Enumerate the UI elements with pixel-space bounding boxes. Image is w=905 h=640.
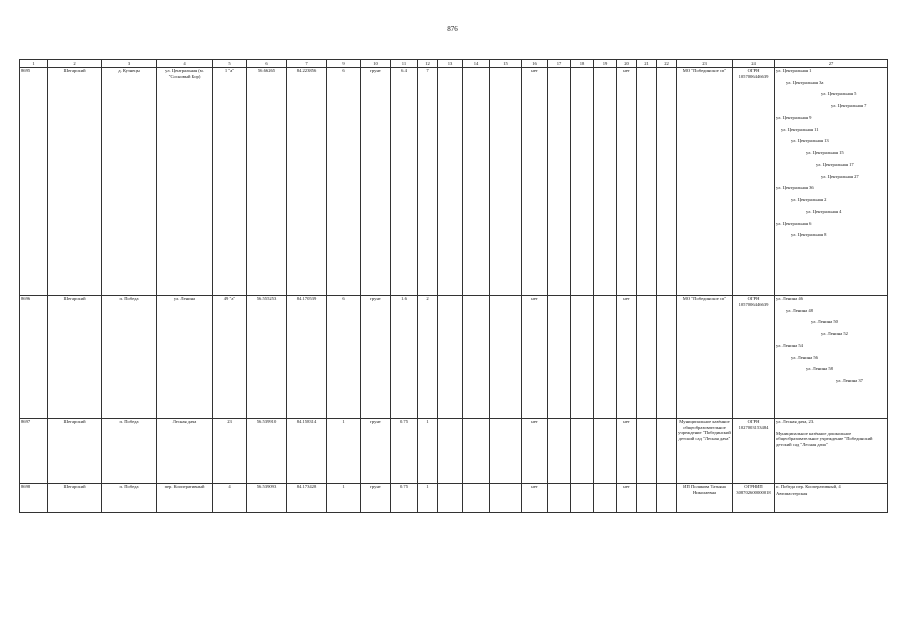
column-header: 10	[361, 60, 391, 68]
cell-area: 1.6	[391, 296, 418, 419]
page-number: 876	[447, 25, 458, 33]
address-line: Автомастерская	[776, 490, 808, 496]
cell-surface: грунт	[361, 419, 391, 484]
column-header: 2	[48, 60, 102, 68]
column-header: 16	[522, 60, 548, 68]
address-line: ул. Центральная 17	[816, 161, 854, 167]
column-header: 5	[213, 60, 247, 68]
cell-owner: ИП Полякова Татьяна Николаевна	[677, 484, 733, 513]
cell-street: пер. Кооперативный	[157, 484, 213, 513]
address-line: ул. Центральная 36	[776, 185, 814, 191]
cell-latitude: 56.539910	[247, 419, 287, 484]
cell-locality: п. Победа	[102, 419, 157, 484]
cell-col16: нет	[522, 419, 548, 484]
column-header: 22	[657, 60, 677, 68]
cell-area: 0.75	[391, 484, 418, 513]
address-line: ул. Центральная 11	[781, 126, 819, 132]
cell-col20: нет	[617, 484, 637, 513]
cell-col20: нет	[617, 419, 637, 484]
column-header: 7	[287, 60, 327, 68]
column-header: 24	[733, 60, 775, 68]
cell-area: 6.4	[391, 68, 418, 296]
cell-district: Шегарский	[48, 419, 102, 484]
address-line: ул. Центральная 5	[821, 91, 857, 97]
cell-longitude: 84.158314	[287, 419, 327, 484]
column-header: 23	[677, 60, 733, 68]
cell-latitude: 56.555253	[247, 296, 287, 419]
cell-owner: Муниципальное казённое общеобразовательное учреждение "Побединский детский сад "Лесная дача"	[677, 419, 733, 484]
cell-col20: нет	[617, 68, 637, 296]
column-header: 27	[775, 60, 888, 68]
cell-col9: 1	[327, 419, 361, 484]
cell-ogrn: ОГРН 1057006446639	[733, 296, 775, 419]
address-line: ул. Ленина 37	[836, 378, 863, 384]
cell-id: 8695	[20, 68, 48, 296]
cell-locality: д. Кузнецы	[102, 68, 157, 296]
column-header: 13	[438, 60, 463, 68]
column-header: 15	[490, 60, 522, 68]
cell-house: 4	[213, 484, 247, 513]
cell-addresses	[775, 68, 888, 296]
column-header: 14	[463, 60, 490, 68]
address-line: ул. Центральная 2	[791, 197, 827, 203]
table-row	[20, 419, 888, 484]
cell-col12: 1	[418, 484, 438, 513]
cell-col12: 1	[418, 419, 438, 484]
cell-col16: нет	[522, 68, 548, 296]
cell-id: 8698	[20, 484, 48, 513]
cell-longitude: 84.173428	[287, 484, 327, 513]
table-row	[20, 296, 888, 419]
cell-addresses	[775, 484, 888, 513]
cell-longitude: 84.170539	[287, 296, 327, 419]
cell-addresses	[775, 296, 888, 419]
cell-street: ул. Ленина	[157, 296, 213, 419]
column-header: 20	[617, 60, 637, 68]
cell-col16: нет	[522, 484, 548, 513]
address-line: ул. Центральная 6	[776, 220, 812, 226]
column-header: 11	[391, 60, 418, 68]
address-line: ул. Центральная 9	[776, 114, 812, 120]
cell-district: Шегарский	[48, 484, 102, 513]
cell-area: 0.75	[391, 419, 418, 484]
cell-owner: МО "Побединское сп"	[677, 68, 733, 296]
address-line: ул. Лесная дача, 23.	[776, 419, 815, 424]
address-line: ул. Ленина 54	[776, 342, 803, 348]
cell-id: 8697	[20, 419, 48, 484]
header-row	[20, 60, 888, 68]
column-header: 12	[418, 60, 438, 68]
address-line: ул. Центральная 3а	[786, 79, 824, 85]
cell-col16: нет	[522, 296, 548, 419]
address-line: Муниципальное казённое дошкольное общеобразовательное учреждение "Побединский детский сад "Лесная дача"	[776, 430, 873, 448]
address-line: ул. Центральная 8	[791, 232, 827, 238]
address-line: ул. Центральная 15	[806, 150, 844, 156]
cell-surface: грунт	[361, 68, 391, 296]
address-line: п. Победа пер. Кооперативный, 4	[776, 484, 841, 489]
column-header: 17	[548, 60, 571, 68]
address-line: ул. Ленина 58	[806, 366, 833, 372]
cell-house: 1 "а"	[213, 68, 247, 296]
cell-street: Лесная дача	[157, 419, 213, 484]
cell-district: Шегарский	[48, 68, 102, 296]
cell-house: 23	[213, 419, 247, 484]
column-header: 6	[247, 60, 287, 68]
column-header: 21	[637, 60, 657, 68]
cell-latitude: 56.66265	[247, 68, 287, 296]
cell-street: ул. Центральная (м. "Сосновый Бор)	[157, 68, 213, 296]
column-header: 18	[571, 60, 594, 68]
cell-ogrn: ОГРН 1027003153484	[733, 419, 775, 484]
column-header: 3	[102, 60, 157, 68]
column-header: 1	[20, 60, 48, 68]
cell-col12: 2	[418, 296, 438, 419]
cell-house: 49 "а"	[213, 296, 247, 419]
address-line: ул. Центральная 13	[791, 138, 829, 144]
address-line: ул. Центральная 27	[821, 173, 859, 179]
cell-owner: МО "Побединское сп"	[677, 296, 733, 419]
address-line: ул. Ленина 46	[776, 296, 803, 301]
cell-ogrn: ОГРНИП 308702600000018	[733, 484, 775, 513]
table-row	[20, 484, 888, 513]
cell-col9: 6	[327, 296, 361, 419]
cell-locality: п. Победа	[102, 296, 157, 419]
address-line: ул. Центральная 4	[806, 208, 842, 214]
cell-surface: грунт	[361, 296, 391, 419]
cell-id: 8696	[20, 296, 48, 419]
address-line: ул. Центральная 7	[831, 103, 867, 109]
address-line: ул. Центральная 1	[776, 68, 812, 73]
address-line: ул. Ленина 56	[791, 354, 818, 360]
cell-longitude: 84.223856	[287, 68, 327, 296]
cell-surface: грунт	[361, 484, 391, 513]
cell-latitude: 56.539093	[247, 484, 287, 513]
cell-ogrn: ОГРН 1057006446639	[733, 68, 775, 296]
cell-col9: 6	[327, 68, 361, 296]
address-line: ул. Ленина 52	[821, 331, 848, 337]
table-row	[20, 68, 888, 296]
cell-col12: 7	[418, 68, 438, 296]
registry-table	[19, 59, 888, 513]
cell-col9: 1	[327, 484, 361, 513]
column-header: 19	[594, 60, 617, 68]
cell-addresses	[775, 419, 888, 484]
cell-col20: нет	[617, 296, 637, 419]
address-line: ул. Ленина 48	[786, 307, 813, 313]
cell-district: Шегарский	[48, 296, 102, 419]
column-header: 9	[327, 60, 361, 68]
column-header: 4	[157, 60, 213, 68]
cell-locality: п. Победа	[102, 484, 157, 513]
address-line: ул. Ленина 50	[811, 319, 838, 325]
